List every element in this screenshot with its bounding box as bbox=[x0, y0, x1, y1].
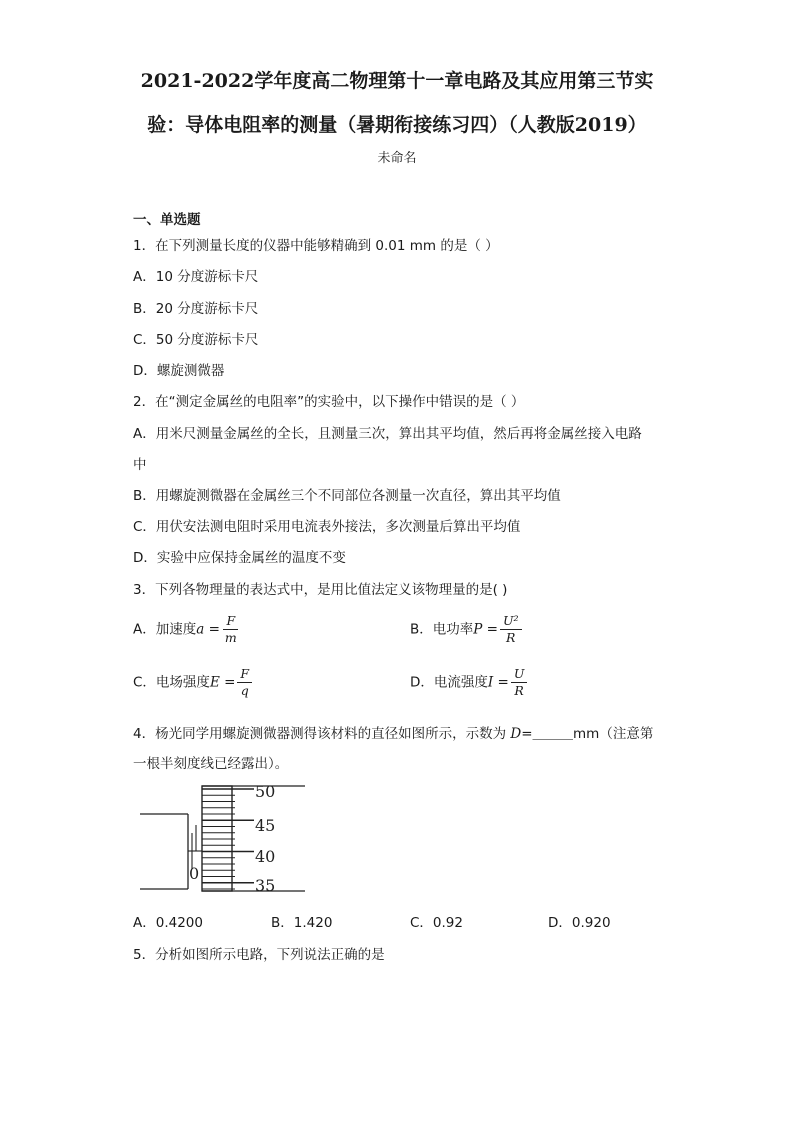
q2-option-b: B．用螺旋测微器在金属丝三个不同部位各测量一次直径，算出其平均值 bbox=[133, 488, 561, 504]
q3-c-prefix: C．电场强度 bbox=[133, 674, 210, 691]
q3-d-fraction bbox=[511, 666, 528, 699]
main-scale-label: 0 bbox=[189, 864, 200, 883]
q3-c-fraction bbox=[237, 666, 252, 699]
q3-option-b bbox=[410, 613, 522, 646]
q1-option-c: C．50 分度游标卡尺 bbox=[133, 332, 259, 348]
q4-stem-var: D bbox=[510, 726, 522, 742]
micrometer-figure bbox=[140, 783, 310, 898]
q2-option-c: C．用伏安法测电阻时采用电流表外接法，多次测量后算出平均值 bbox=[133, 519, 521, 535]
q4-option-c: C．0.92 bbox=[410, 915, 463, 931]
section-heading: 一、单选题 bbox=[133, 212, 201, 228]
q4-stem-post: =＿＿＿mm（注意第 bbox=[521, 726, 654, 742]
q4-option-a: A．0.4200 bbox=[133, 915, 203, 931]
thimble-label-40: 40 bbox=[255, 847, 276, 866]
q3-a-den: m bbox=[224, 630, 237, 645]
q3-d-lhs: I = bbox=[487, 674, 509, 691]
q4-stem-line1 bbox=[133, 722, 653, 742]
q1-option-b: B．20 分度游标卡尺 bbox=[133, 301, 259, 317]
q3-b-num: U² bbox=[500, 613, 522, 630]
q3-option-d bbox=[410, 666, 527, 699]
q1-option-d: D．螺旋测微器 bbox=[133, 363, 225, 379]
q4-option-b: B．1.420 bbox=[271, 915, 333, 931]
q3-option-a bbox=[133, 613, 240, 646]
q3-b-prefix: B．电功率 bbox=[410, 621, 474, 638]
thimble-label-50: 50 bbox=[255, 783, 276, 801]
q3-a-fraction bbox=[222, 613, 240, 646]
doc-title-line2: 验：导体电阻率的测量（暑期衔接练习四）（人教版2019） bbox=[147, 114, 647, 136]
q3-a-lhs: a = bbox=[196, 621, 220, 638]
q2-option-a-line2: 中 bbox=[133, 457, 147, 473]
q3-a-num: F bbox=[223, 613, 238, 630]
q1-option-a: A．10 分度游标卡尺 bbox=[133, 269, 259, 285]
q1-stem: 1．在下列测量长度的仪器中能够精确到 0.01 mm 的是（ ） bbox=[133, 238, 499, 254]
q2-option-d: D．实验中应保持金属丝的温度不变 bbox=[133, 550, 346, 566]
q3-c-num: F bbox=[237, 666, 252, 683]
q2-stem: 2．在“测定金属丝的电阻率”的实验中，以下操作中错误的是（ ） bbox=[133, 394, 525, 410]
q3-a-prefix: A．加速度 bbox=[133, 621, 197, 638]
q3-b-fraction bbox=[500, 613, 522, 646]
q4-stem-line2: 一根半刻度线已经露出）。 bbox=[133, 756, 289, 772]
q3-b-lhs: P = bbox=[473, 621, 498, 638]
thimble-label-45: 45 bbox=[255, 816, 276, 835]
q2-option-a-line1: A．用米尺测量金属丝的全长，且测量三次，算出其平均值，然后再将金属丝接入电路 bbox=[133, 426, 642, 442]
q3-d-num: U bbox=[511, 666, 528, 683]
thimble-label-35: 35 bbox=[255, 876, 276, 895]
doc-title-line1: 2021-2022学年度高二物理第十一章电路及其应用第三节实 bbox=[140, 70, 654, 92]
thimble-ticks bbox=[202, 789, 254, 889]
q3-c-lhs: E = bbox=[209, 674, 236, 691]
q5-stem: 5．分析如图所示电路，下列说法正确的是 bbox=[133, 947, 385, 963]
author: 未命名 bbox=[377, 151, 417, 166]
q3-option-c bbox=[133, 666, 252, 699]
q3-c-den: q bbox=[240, 683, 249, 698]
q3-stem: 3．下列各物理量的表达式中，是用比值法定义该物理量的是( ) bbox=[133, 582, 508, 598]
q4-option-d: D．0.920 bbox=[548, 915, 611, 931]
q3-b-den: R bbox=[506, 630, 516, 645]
q3-d-den: R bbox=[514, 683, 524, 698]
q3-d-prefix: D．电流强度 bbox=[410, 674, 488, 691]
q4-stem-pre: 4．杨光同学用螺旋测微器测得该材料的直径如图所示，示数为 bbox=[133, 726, 511, 742]
